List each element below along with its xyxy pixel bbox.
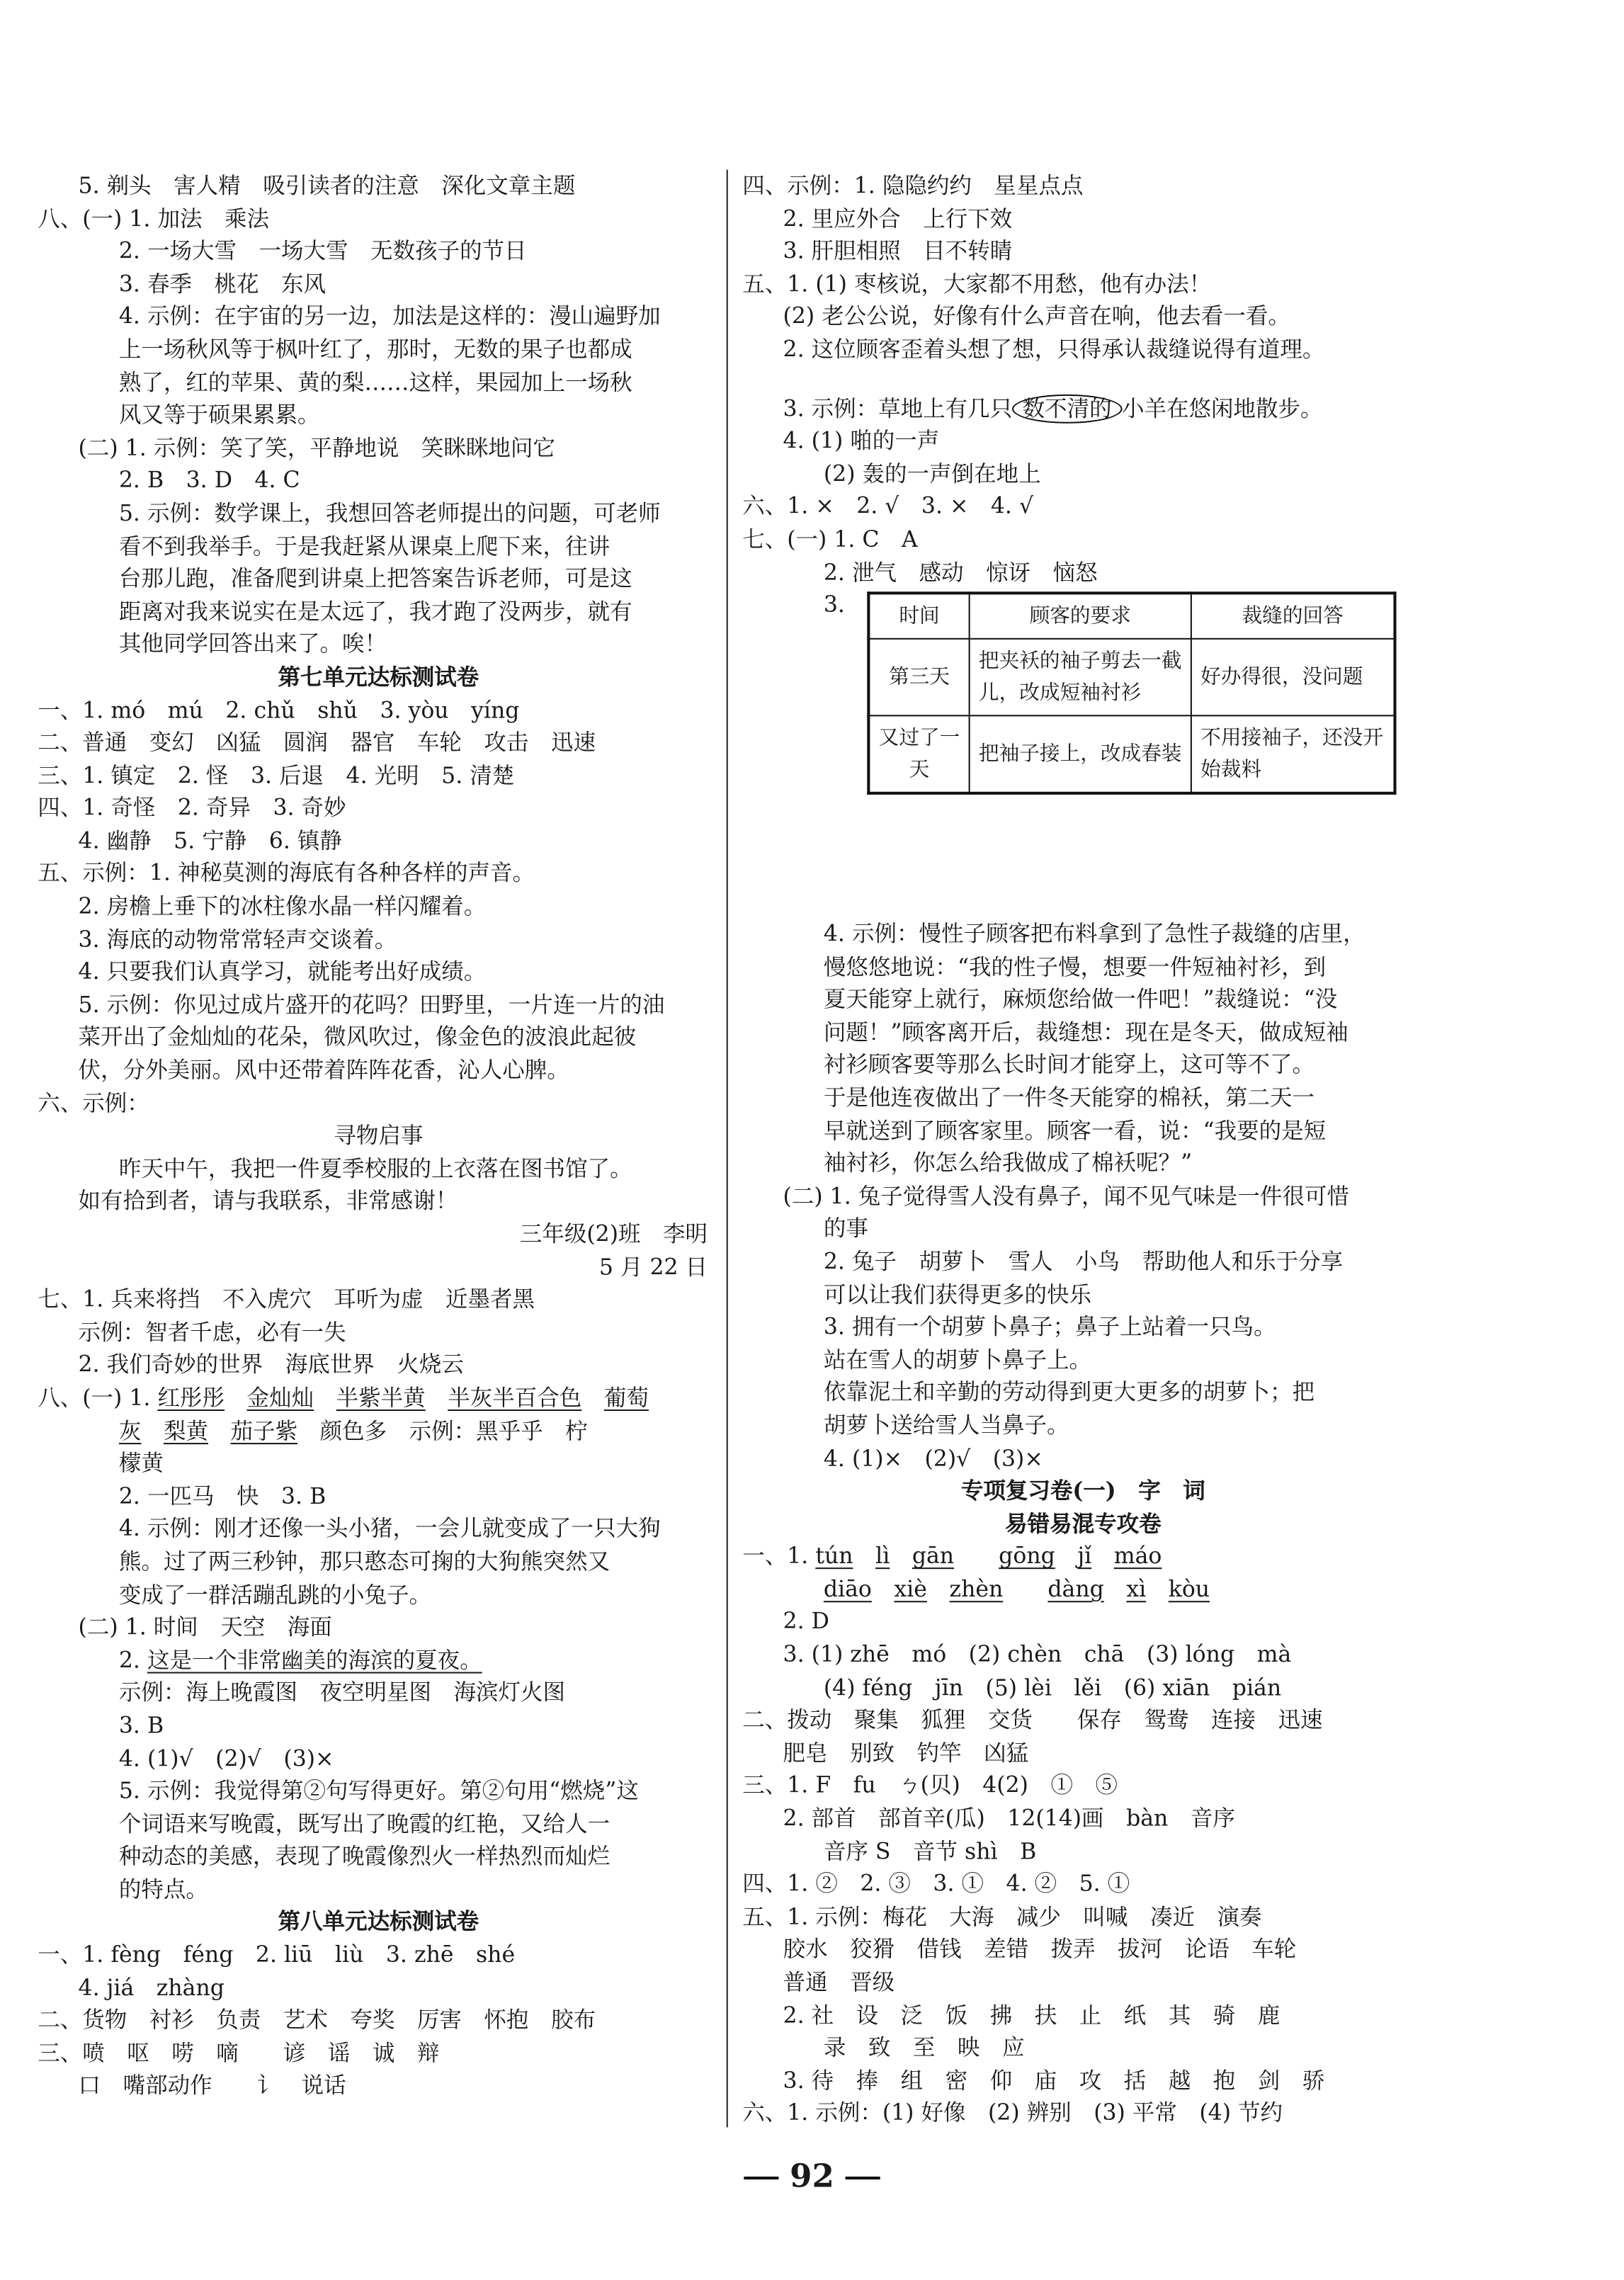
line-text: 5 月 22 日	[598, 1254, 708, 1280]
table-header-cell: 顾客的要求	[970, 593, 1191, 638]
section-heading	[742, 1475, 1424, 1507]
answer-line	[742, 983, 1424, 1016]
line-text: 昨天中午，我把一件夏季校服的上衣落在图书馆了。	[118, 1155, 632, 1182]
answer-line	[742, 1246, 1424, 1278]
underlined-word: gān	[912, 1543, 955, 1570]
answer-line	[742, 2032, 1424, 2065]
spacer-text	[927, 1576, 950, 1602]
line-text: 3. (1) zhē mó (2) chèn chā (3) lóng mà	[783, 1641, 1292, 1668]
line-text: 六、1. × 2. √ 3. × 4. √	[742, 493, 1034, 520]
line-text: 3.	[823, 591, 845, 618]
answer-line	[38, 1087, 719, 1120]
circled-word: 数不清的	[1012, 394, 1122, 423]
answer-line	[38, 1808, 719, 1840]
answer-line	[38, 1513, 719, 1545]
underlined-word: zhèn	[949, 1576, 1004, 1603]
answer-line	[38, 563, 719, 596]
line-text: 如有拾到者，请与我联系，非常感谢！	[78, 1188, 458, 1215]
table-header-cell: 裁缝的回答	[1191, 593, 1395, 638]
line-text: 六、1. 示例：(1) 好像 (2) 辨别 (3) 平常 (4) 节约	[742, 2100, 1283, 2127]
line-text: (4) féng jīn (5) lèi lěi (6) xiān pián	[823, 1674, 1282, 1701]
underlined-word: 茄子紫	[230, 1417, 298, 1444]
line-text: 4. 示例：在宇宙的另一边，加法是这样的：漫山遍野加	[118, 303, 661, 330]
line-text: (二) 1. 时间 天空 海面	[78, 1613, 332, 1640]
answer-line	[742, 1147, 1424, 1180]
answer-line	[742, 1770, 1424, 1803]
line-text: 袖衬衫，你怎么给我做成了棉袄呢？”	[823, 1150, 1193, 1176]
line-text: 熟了，红的苹果、黄的梨……这样，果园加上一场秋	[118, 369, 632, 396]
answer-line	[742, 1835, 1424, 1868]
underlined-word: 金灿灿	[246, 1385, 314, 1411]
line-text: 录 致 至 映 应	[823, 2034, 1025, 2061]
spacer-text	[1146, 1576, 1169, 1602]
line-text: 于是他连夜做出了一件冬天能穿的棉袄，第二天一	[823, 1084, 1315, 1111]
answer-line	[742, 2097, 1424, 2130]
answer-line	[38, 923, 719, 955]
answer-line	[38, 1283, 719, 1316]
line-text: 八、(一) 1. 加法 乘法	[38, 205, 269, 232]
line-text: 肥皂 别致 钓竿 凶猛	[783, 1740, 1029, 1766]
answer-line	[742, 523, 1424, 556]
answer-line	[38, 1448, 719, 1480]
line-text: 七、1. 兵来将挡 不入虎穴 耳听为虚 近墨者黑	[38, 1286, 535, 1313]
answer-line	[38, 825, 719, 858]
answer-line	[742, 2065, 1424, 2097]
answer-line	[38, 1480, 719, 1513]
spacer-text	[581, 1385, 604, 1411]
answer-line	[38, 268, 719, 300]
underlined-word: xì	[1126, 1576, 1147, 1603]
line-text: 台那儿跑，准备爬到讲桌上把答案告诉老师，可是这	[118, 565, 632, 592]
line-text: 2. 泄气 感动 惊讶 恼怒	[823, 559, 1098, 586]
line-text: 熊。过了两三秒钟，那只憨态可掬的大狗熊突然又	[118, 1548, 611, 1575]
answer-line	[38, 596, 719, 628]
line-text: 3. 示例：草地上有几只	[783, 395, 1013, 421]
answer-line	[742, 1606, 1424, 1638]
answer-line	[742, 1573, 1424, 1606]
answer-line	[742, 1442, 1424, 1475]
answer-line	[742, 1541, 1424, 1573]
line-text: 第八单元达标测试卷	[278, 1909, 479, 1936]
underlined-word: kòu	[1168, 1576, 1210, 1603]
spacer-text	[426, 1385, 448, 1411]
line-text: 4. 示例：慢性子顾客把布料拿到了急性子裁缝的店里，	[823, 921, 1365, 947]
line-text: 五、1. 示例：梅花 大海 减少 叫喊 凑近 演奏	[742, 1903, 1262, 1930]
table-cell: 好办得很，没问题	[1191, 639, 1395, 716]
line-text: 三、喷 呕 唠 嘀 谚 谣 诚 辩	[38, 2040, 440, 2067]
line-text: 2. 房檐上垂下的冰柱像水晶一样闪耀着。	[78, 893, 487, 920]
spacer-text	[872, 1576, 895, 1602]
answer-line	[38, 1644, 719, 1677]
answer-line	[38, 694, 719, 727]
answer-line	[38, 1775, 719, 1808]
line-text: 依靠泥土和辛勤的劳动得到更大更多的胡萝卜；把	[823, 1379, 1315, 1406]
line-text: 2.	[118, 1647, 147, 1674]
answer-line	[38, 497, 719, 530]
answer-line	[38, 759, 719, 792]
line-text: 三、1. F fu ㄅ(贝) 4(2) ① ⑤	[742, 1772, 1118, 1799]
answer-line	[742, 918, 1424, 951]
answer-line	[38, 170, 719, 203]
answer-line	[742, 1901, 1424, 1934]
line-text: 寻物启事	[334, 1123, 424, 1149]
answer-line	[38, 1677, 719, 1709]
line-text: 3. B	[118, 1712, 164, 1739]
answer-line	[38, 1382, 719, 1414]
answer-line	[38, 530, 719, 562]
line-text: 八、(一) 1.	[38, 1385, 158, 1411]
answer-line	[38, 1185, 719, 1218]
line-text: 伏，分外美丽。风中还带着阵阵花香，沁人心脾。	[78, 1057, 569, 1084]
answer-line	[38, 1545, 719, 1578]
spacer-text	[208, 1417, 231, 1444]
table-cell: 第三天	[868, 639, 969, 716]
line-text: 5. 示例：数学课上，我想回答老师提出的问题，可老师	[118, 500, 661, 527]
line-text: 4. (1) 啪的一声	[783, 428, 940, 455]
underlined-word: gōng	[999, 1543, 1055, 1570]
line-text: 一、1. fèng féng 2. liū liù 3. zhē shé	[38, 1941, 516, 1968]
line-text: 五、1. (1) 枣核说，大家都不用愁，他有办法！	[742, 271, 1212, 297]
line-text: 2. B 3. D 4. C	[118, 467, 300, 494]
answer-line	[742, 1311, 1424, 1344]
line-text: 风又等于硕果累累。	[118, 402, 320, 429]
answer-line	[38, 1873, 719, 1906]
spacer-text	[1091, 1543, 1114, 1570]
line-text: 看不到我举手。于是我赶紧从课桌上爬下来，往讲	[118, 533, 611, 560]
answer-line	[38, 301, 719, 334]
line-text: 5. 剃头 害人精 吸引读者的注意 深化文章主题	[78, 172, 576, 199]
line-text: 慢悠悠地说：“我的性子慢，想要一件短袖衬衫，到	[823, 953, 1327, 980]
answer-line	[742, 1934, 1424, 1966]
answer-line	[38, 2004, 719, 2037]
answer-line	[742, 458, 1424, 490]
line-text: 檬黄	[118, 1450, 164, 1477]
line-text: 夏天能穿上就行，麻烦您给做一件吧！”裁缝说：“没	[823, 986, 1338, 1013]
line-text: 四、1. 奇怪 2. 奇异 3. 奇妙	[38, 795, 346, 822]
line-text: 二、普通 变幻 凶猛 圆润 器官 车轮 攻击 迅速	[38, 729, 596, 756]
answer-line	[742, 203, 1424, 235]
answer-line	[38, 1710, 719, 1742]
answer-line	[742, 1672, 1424, 1704]
section-heading	[742, 1508, 1424, 1541]
line-text: 专项复习卷(一) 字 词	[960, 1478, 1205, 1504]
answer-line	[742, 1704, 1424, 1737]
answer-line	[742, 1344, 1424, 1376]
answer-line	[742, 334, 1424, 366]
line-text: 4. (1)√ (2)√ (3)×	[118, 1745, 334, 1771]
line-text: 4. 示例：刚才还像一头小猪，一会儿就变成了一只大狗	[118, 1516, 661, 1542]
answer-line	[38, 858, 719, 890]
line-text: 早就送到了顾客家里。顾客一看，说：“我要的是短	[823, 1117, 1327, 1144]
underlined-word: 梨黄	[163, 1417, 209, 1444]
spacer-text	[1104, 1576, 1127, 1602]
line-text: 示例：海上晚霞图 夜空明星图 海滨灯火图	[118, 1679, 566, 1706]
line-text: 的事	[823, 1215, 868, 1242]
line-text: 易错易混专攻卷	[1005, 1510, 1162, 1537]
answer-table	[867, 591, 1396, 795]
line-text: 2. 部首 部首辛(瓜) 12(14)画 bàn 音序	[783, 1805, 1235, 1832]
answer-line	[742, 1049, 1424, 1082]
page-number-text: 92	[790, 2157, 834, 2196]
answer-line	[38, 1152, 719, 1185]
line-text: 2. 这位顾客歪着头想了想，只得承认裁缝说得有道理。	[783, 336, 1325, 363]
line-text: 个词语来写晚霞，既写出了晚霞的红艳，又给人一	[118, 1810, 611, 1837]
line-text: 其他同学回答出来了。唉！	[118, 631, 387, 658]
spacer-text	[314, 1385, 336, 1411]
line-text: 衬衫顾客要等那么长时间才能穿上，这可等不了。	[823, 1052, 1315, 1078]
answer-line	[742, 170, 1424, 203]
line-text: 4. jiá zhàng	[78, 1974, 225, 2001]
line-text: 2. 一场大雪 一场大雪 无数孩子的节日	[118, 238, 527, 264]
line-text: (2) 轰的一声倒在地上	[823, 460, 1041, 487]
line-text: 音序 S 音节 shì B	[823, 1838, 1037, 1865]
line-text: 七、(一) 1. C A	[742, 526, 918, 552]
answer-line	[38, 2070, 719, 2102]
answer-line	[742, 556, 1424, 589]
line-text: 上一场秋风等于枫叶红了，那时，无数的果子也都成	[118, 336, 632, 363]
line-text: 2. 一匹马 快 3. B	[118, 1482, 326, 1509]
right-column-continued	[742, 918, 1424, 2130]
answer-line	[742, 1639, 1424, 1672]
answer-line	[38, 1611, 719, 1644]
table-cell: 不用接袖子，还没开始裁料	[1191, 715, 1395, 793]
line-text: 二、拨动 聚集 狐狸 交货 保存 鸳鸯 连接 迅速	[742, 1707, 1323, 1734]
answer-line	[38, 727, 719, 759]
line-text: 问题！”顾客离开后，裁缝想：现在是冬天，做成短袖	[823, 1019, 1348, 1045]
answer-line	[38, 399, 719, 431]
answer-line	[38, 432, 719, 465]
line-text: 口 嘴部动作 讠 说话	[78, 2072, 346, 2099]
line-text: 4. 只要我们认真学习，就能考出好成绩。	[78, 958, 487, 985]
line-text: 胶水 狡猾 借钱 差错 拨弄 拔河 论语 车轮	[783, 1936, 1297, 1963]
line-text: 一、1. mó mú 2. chǔ shǔ 3. yòu yíng	[38, 696, 520, 723]
underlined-word: 半灰半百合色	[448, 1385, 582, 1411]
answer-line	[38, 1414, 719, 1447]
answer-line	[742, 268, 1424, 300]
answer-line	[742, 1213, 1424, 1245]
answer-line	[38, 2037, 719, 2070]
line-text: 距离对我来说实在是太远了，我才跑了没两步，就有	[118, 598, 632, 625]
line-text: 种动态的美感，表现了晚霞像烈火一样热烈而灿烂	[118, 1843, 611, 1870]
answer-line	[38, 1251, 719, 1283]
line-text: 的特点。	[118, 1876, 208, 1902]
section-heading	[38, 1906, 719, 1939]
answer-line	[742, 1410, 1424, 1442]
answer-line	[742, 425, 1424, 458]
line-text: 2. 里应外合 上行下效	[783, 205, 1013, 232]
answer-line	[742, 1278, 1424, 1311]
line-text: 3. 海底的动物常常轻声交谈着。	[78, 926, 397, 953]
answer-line	[742, 951, 1424, 983]
answer-line	[742, 1999, 1424, 2031]
answer-line	[742, 1377, 1424, 1410]
line-text: 五、示例：1. 神秘莫测的海底有各种各样的声音。	[38, 861, 535, 887]
answer-line	[742, 1082, 1424, 1114]
line-text: 菜开出了金灿灿的花朵，微风吹过，像金色的波浪此起彼	[78, 1024, 637, 1051]
line-text: 变成了一群活蹦乱跳的小兔子。	[118, 1581, 432, 1608]
table-cell: 把袖子接上，改成春装	[970, 715, 1191, 793]
answer-line	[38, 989, 719, 1021]
answer-line	[742, 392, 1424, 425]
line-text: 3. 春季 桃花 东风	[118, 271, 326, 297]
spacer-text	[1003, 1576, 1047, 1602]
answer-line	[38, 1939, 719, 1971]
table-header-cell: 时间	[868, 593, 969, 638]
answer-line	[742, 1868, 1424, 1900]
answer-line	[38, 1218, 719, 1251]
answer-line	[38, 1054, 719, 1087]
underlined-word: máo	[1113, 1543, 1162, 1570]
answer-line	[742, 1966, 1424, 1999]
section-heading	[38, 661, 719, 693]
line-text: 普通 晋级	[783, 1969, 895, 1996]
spacer-text	[890, 1543, 912, 1570]
answer-line	[38, 1120, 719, 1152]
table-cell: 又过了一天	[868, 715, 969, 793]
left-column	[38, 170, 719, 2103]
underlined-word: tún	[815, 1543, 853, 1570]
answer-line	[38, 1317, 719, 1349]
answer-line	[38, 1742, 719, 1775]
underlined-word: diāo	[823, 1576, 872, 1603]
underlined-word: 红彤彤	[157, 1385, 225, 1411]
column-divider	[727, 170, 728, 2128]
answer-line	[742, 491, 1424, 523]
table-cell: 把夹袄的袖子剪去一截儿，改成短袖衬衫	[970, 639, 1191, 716]
answer-line	[38, 628, 719, 661]
spacer-text	[954, 1543, 999, 1570]
line-text: 3. 拥有一个胡萝卜鼻子；鼻子上站着一只鸟。	[823, 1314, 1276, 1340]
line-text: 2. D	[783, 1609, 829, 1635]
line-text: 三年级(2)班 李明	[519, 1220, 708, 1247]
underlined-word: lì	[875, 1543, 890, 1570]
line-text: 2. 我们奇妙的世界 海底世界 火烧云	[78, 1351, 464, 1378]
underlined-word: 这是一个非常幽美的海滨的夏夜。	[147, 1647, 482, 1674]
underlined-word: 葡萄	[603, 1385, 649, 1411]
line-text: (二) 1. 兔子觉得雪人没有鼻子，闻不见气味是一件很可惜	[783, 1183, 1349, 1209]
spacer-text: 颜色多 示例：黑乎乎 柠	[297, 1417, 588, 1444]
answer-line	[38, 956, 719, 989]
answer-line	[38, 792, 719, 824]
spacer-text	[1055, 1543, 1078, 1570]
line-text: 胡萝卜送给雪人当鼻子。	[823, 1412, 1069, 1439]
line-text: 第七单元达标测试卷	[278, 664, 479, 691]
line-text: 5. 示例：你见过成片盛开的花吗？田野里，一片连一片的油	[78, 992, 665, 1018]
line-text: (二) 1. 示例：笑了笑，平静地说 笑眯眯地问它	[78, 434, 555, 461]
spacer-text	[141, 1417, 164, 1444]
line-text: 3. 肝胆相照 目不转睛	[783, 238, 1013, 264]
answer-line	[742, 1114, 1424, 1147]
line-text: 站在雪人的胡萝卜鼻子上。	[823, 1346, 1092, 1373]
answer-line	[38, 334, 719, 366]
answer-line	[38, 1579, 719, 1611]
answer-line	[742, 301, 1424, 334]
line-text: (2) 老公公说，好像有什么声音在响，他去看一看。	[783, 303, 1290, 330]
line-text: 二、货物 衬衫 负责 艺术 夸奖 厉害 怀抱 胶布	[38, 2007, 596, 2034]
page-number	[0, 2157, 1624, 2195]
answer-line	[742, 235, 1424, 268]
line-text: 2. 兔子 胡萝卜 雪人 小鸟 帮助他人和乐于分享	[823, 1248, 1344, 1275]
spacer-text	[853, 1543, 876, 1570]
answer-line	[38, 890, 719, 923]
line-text-after: 小羊在悠闲地散步。	[1121, 395, 1323, 421]
line-text: 六、示例：	[38, 1089, 149, 1116]
line-text: 四、示例：1. 隐隐约约 星星点点	[742, 172, 1084, 199]
answer-line	[38, 1021, 719, 1054]
answer-line	[38, 366, 719, 399]
underlined-word: dàng	[1047, 1576, 1104, 1603]
right-column	[742, 170, 1424, 622]
answer-line	[742, 1016, 1424, 1049]
underlined-word: xiè	[894, 1576, 927, 1603]
answer-line	[38, 465, 719, 497]
answer-line	[38, 1972, 719, 2004]
answer-line	[742, 1180, 1424, 1213]
line-text: 四、1. ② 2. ③ 3. ① 4. ② 5. ①	[742, 1871, 1130, 1898]
underlined-word: 半紫半黄	[336, 1385, 426, 1411]
line-text: 三、1. 镇定 2. 怪 3. 后退 4. 光明 5. 清楚	[38, 762, 515, 789]
answer-line	[38, 1349, 719, 1382]
answer-line	[742, 1803, 1424, 1835]
underlined-word: jǐ	[1077, 1543, 1092, 1570]
answer-line	[38, 235, 719, 268]
answer-line	[742, 366, 1424, 392]
line-text: 3. 待 捧 组 密 仰 庙 攻 括 越 抱 剑 骄	[783, 2068, 1325, 2094]
line-text: 5. 示例：我觉得第②句写得更好。第②句用“燃烧”这	[118, 1778, 639, 1805]
line-text: 示例：智者千虑，必有一失	[78, 1319, 346, 1346]
line-text: 4. 幽静 5. 宁静 6. 镇静	[78, 827, 342, 854]
underlined-word: 灰	[118, 1417, 142, 1444]
spacer-text	[225, 1385, 247, 1411]
line-text: 可以让我们获得更多的快乐	[823, 1281, 1092, 1308]
answer-line	[38, 203, 719, 235]
line-text: 一、1.	[742, 1543, 816, 1570]
answer-line	[38, 1841, 719, 1873]
answer-line	[742, 1737, 1424, 1769]
line-text: 2. 社 设 泛 饭 拂 扶 止 纸 其 骑 鹿	[783, 2002, 1281, 2029]
line-text: 4. (1)× (2)√ (3)×	[823, 1445, 1043, 1471]
